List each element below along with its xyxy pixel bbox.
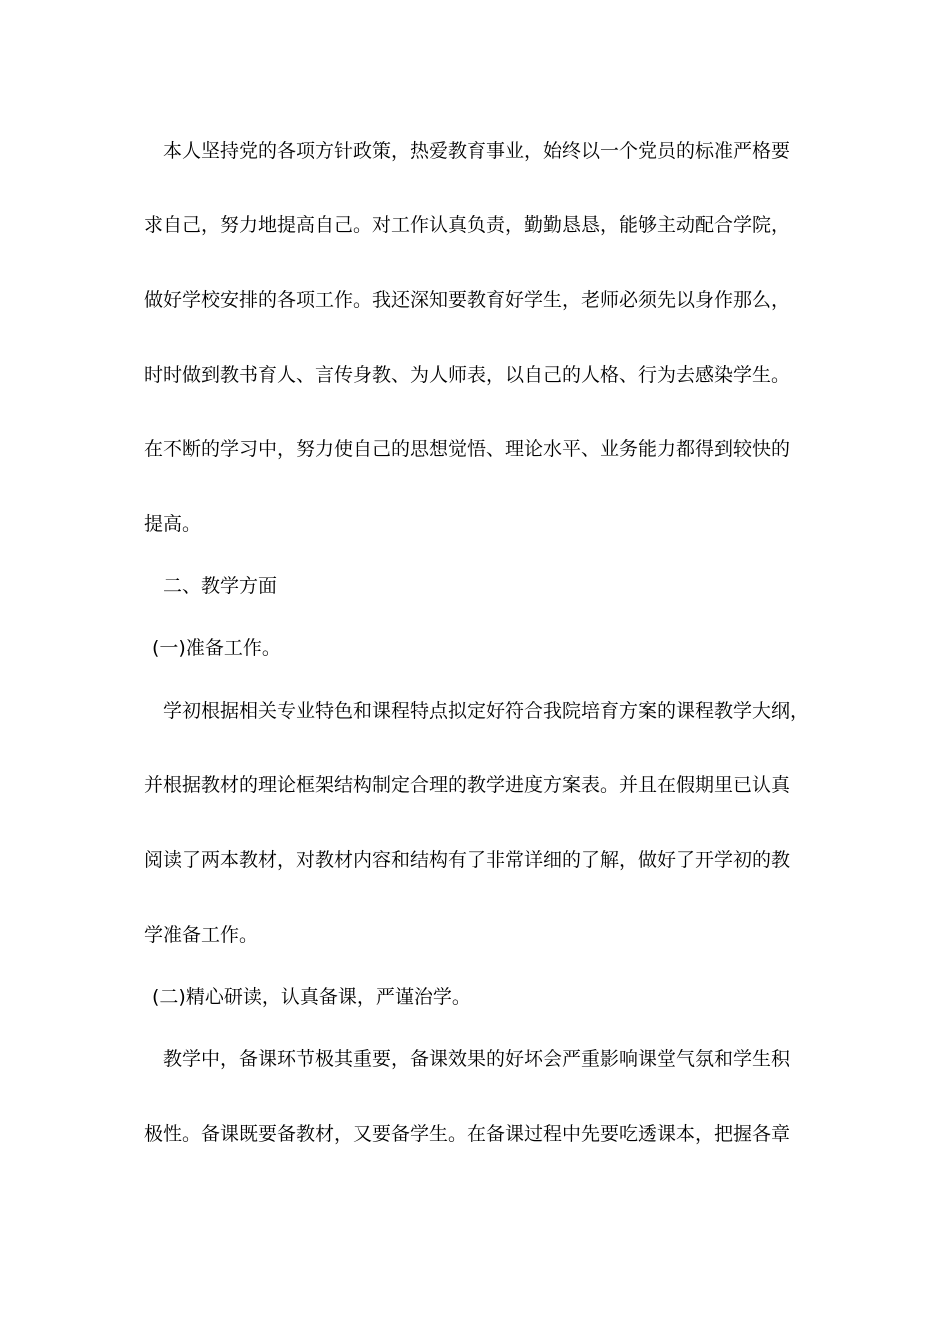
paragraph-line: 提高。 — [144, 513, 202, 535]
paragraph-line: 做好学校安排的各项工作。我还深知要教育好学生，老师必须先以身作那么， — [144, 289, 791, 311]
paragraph-line: 在不断的学习中，努力使自己的思想觉悟、理论水平、业务能力都得到较快的 — [144, 438, 791, 460]
paragraph-line: 求自己，努力地提高自己。对工作认真负责，勤勤恳恳，能够主动配合学院， — [144, 214, 791, 236]
paragraph-line: 学准备工作。 — [144, 924, 259, 946]
paragraph-line: 时时做到教书育人、言传身教、为人师表，以自己的人格、行为去感染学生。 — [144, 364, 791, 386]
subsection-heading: (二)精心研读，认真备课，严谨治学。 — [152, 986, 471, 1008]
section-heading: 二、教学方面 — [163, 575, 278, 597]
paragraph-line: 并根据教材的理论框架结构制定合理的教学进度方案表。并且在假期里已认真 — [144, 774, 791, 796]
paragraph-line: 学初根据相关专业特色和课程特点拟定好符合我院培育方案的课程教学大纲， — [163, 700, 810, 722]
subsection-heading: (一)准备工作。 — [152, 637, 281, 659]
paragraph-line: 本人坚持党的各项方针政策，热爱教育事业，始终以一个党员的标准严格要 — [163, 140, 791, 162]
paragraph-line: 阅读了两本教材，对教材内容和结构有了非常详细的了解，做好了开学初的教 — [144, 849, 791, 871]
paragraph-line: 极性。备课既要备教材，又要备学生。在备课过程中先要吃透课本，把握各章 — [144, 1123, 791, 1145]
paragraph-line: 教学中，备课环节极其重要，备课效果的好坏会严重影响课堂气氛和学生积 — [163, 1048, 791, 1070]
